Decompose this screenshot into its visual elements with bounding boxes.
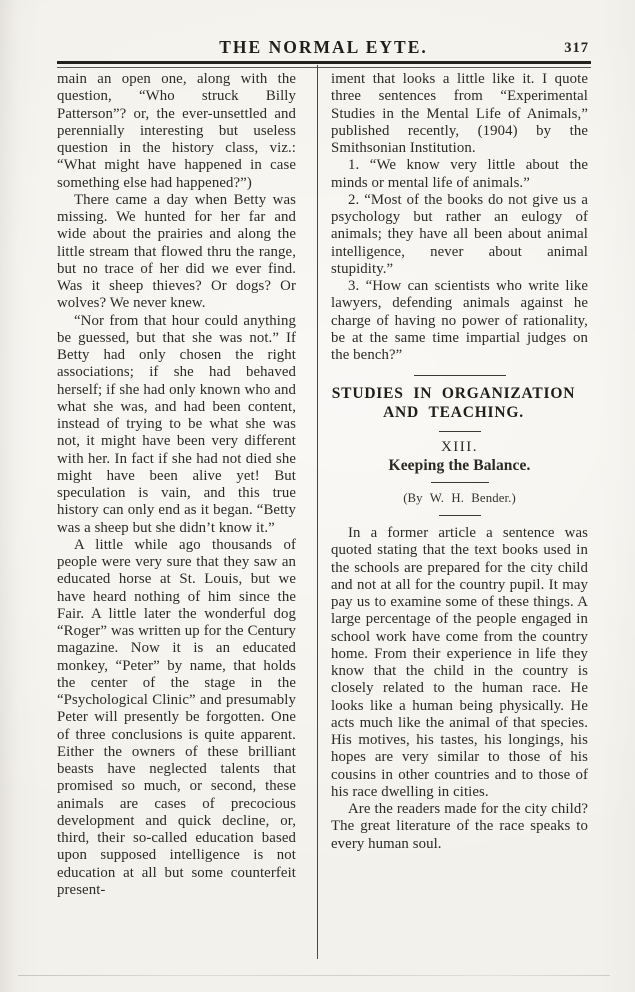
title-separator-rule bbox=[431, 482, 489, 483]
heading-separator-rule bbox=[439, 431, 481, 432]
left-column bbox=[57, 71, 296, 899]
journal-title: THE NORMAL EYTE. bbox=[219, 37, 428, 57]
scan-artifact-line bbox=[18, 975, 610, 976]
paragraph: main an open one, along with the question, “Who struck Billy Patterson”? or, the ever-unsettled and perennially interesting but useless question in the history class, viz.: “What might have happened in case something else had happened?”) bbox=[57, 71, 296, 191]
paragraph: Are the readers made for the city child? The great literature of the race speaks to every human soul. bbox=[331, 801, 588, 852]
chapter-title: Keeping the Balance. bbox=[388, 456, 531, 474]
byline-separator-rule bbox=[439, 515, 481, 516]
column-divider-rule bbox=[317, 65, 318, 959]
paragraph: There came a day when Betty was missing. We hunted for her far and wide about the prairies and along the little stream that flowed thru the range, but no trace of her did we ever find. Was it sheep thieves? Or dogs? Or wolves? We never knew. bbox=[57, 191, 296, 312]
byline: (By W. H. Bender.) bbox=[403, 490, 516, 505]
paragraph: “Nor from that hour could anything be guessed, but that she was not.” If Betty had only chosen the right associations; if she had behaved herself; if she had only known who and what she was, and had been content, instead of trying to be what she was not, it might have been very different with her. In fact if she had not died she might have been alive yet! But speculation is vain, and this true history can only end as it began. “Betty was a sheep but she didn’t know it.” bbox=[57, 312, 296, 536]
numbered-quote-2: 2. “Most of the books do not give us a psychology but rather an eulogy of animals; they have all been about animal intelligence, never about animal stupidity.” bbox=[331, 191, 588, 277]
numbered-quote-1: 1. “We know very little about the minds or mental life of animals.” bbox=[331, 157, 588, 191]
header-rule bbox=[57, 61, 591, 68]
numbered-quote-3: 3. “How can scientists who write like lawyers, defending animals against he charge of having no power of rationality, be at the same time impartial judges on the bench?” bbox=[331, 278, 588, 363]
right-column bbox=[331, 71, 588, 853]
section-heading: STUDIES IN ORGANIZATION AND TEACHING. bbox=[331, 385, 576, 422]
paragraph: iment that looks a little like it. I quote three sentences from “Experimental Studies in the Mental Life of Animals,” published recently, (1904) by the Smithsonian Institution. bbox=[331, 71, 588, 156]
paragraph: In a former article a sentence was quoted stating that the text books used in the schools are prepared for the city child and not at all for the country pupil. It may pay us to examine some of these things. A large percentage of the people engaged in school work have come from the country home. From their experience in life they know that the child in the country is closely related to the human race. He looks like a human being physically. He acts much like the animal of that species. His motives, his tastes, his longings, his hopes are very similar to those of his cousins in other countries and to those of his race dwelling in cities. bbox=[331, 525, 588, 800]
section-separator-rule bbox=[414, 375, 506, 376]
chapter-number: XIII. bbox=[440, 439, 479, 456]
page-number: 317 bbox=[564, 40, 589, 56]
paragraph: A little while ago thousands of people were very sure that they saw an educated horse at St. Louis, but we have heard nothing of him since the Fair. A little later the wonderful dog “Roger” was written up for the Century magazine. Now it is an educated monkey, “Peter” by name, that holds the center of the stage in the “Psychological Clinic” and presumably Peter will presently be forgotten. One of three conclusions is quite apparent. Either the owners of these brilliant beasts have neglected talents that promised so much, or second, these animals are cases of precocious development and quick decline, or, third, their so-called education based upon supposed intelligence is not education at all but some counterfeit present- bbox=[57, 536, 296, 898]
